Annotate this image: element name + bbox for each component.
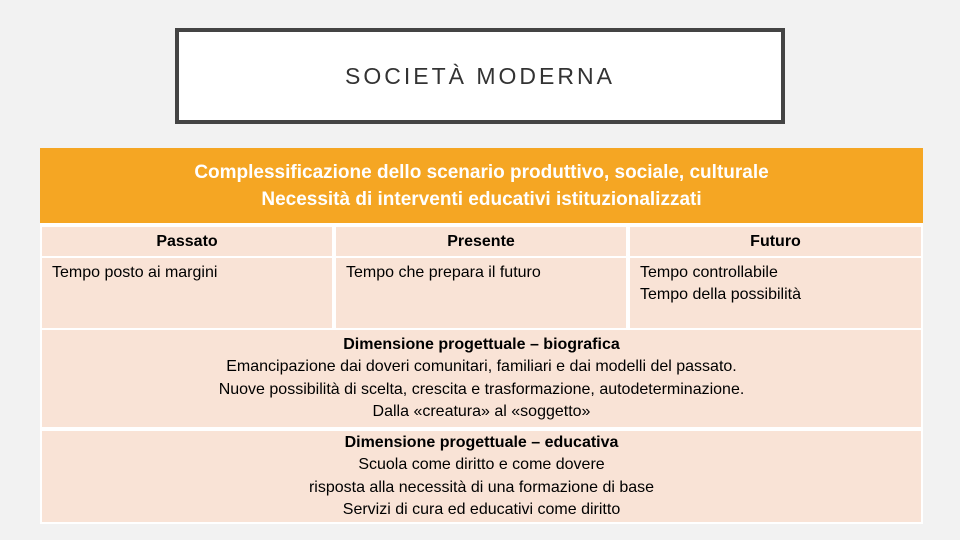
row-dimensione-biografica [42, 330, 921, 427]
row-line: risposta alla necessità di una formazione di base [308, 478, 655, 496]
content-table [40, 148, 923, 524]
column-body-futuro [630, 258, 921, 328]
row-line: Nuove possibilità di scelta, crescita e trasformazione, autodeterminazione. [218, 380, 745, 398]
column-body-passato [42, 258, 332, 328]
cell-text: Tempo posto ai margini [52, 264, 218, 281]
column-heading-passato [42, 227, 332, 256]
slide-title: SOCIETÀ MODERNA [345, 62, 615, 89]
row-heading: Dimensione progettuale – educativa [344, 433, 619, 451]
column-body-presente [336, 258, 626, 328]
title-box [175, 28, 785, 124]
row-line: Emancipazione dai doveri comunitari, familiari e dai modelli del passato. [226, 358, 737, 375]
column-heading-label: Passato [156, 233, 218, 250]
cell-text: Tempo controllabile [640, 264, 778, 281]
column-heading-futuro [630, 227, 921, 256]
column-heading-presente [336, 227, 626, 256]
row-line: Dalla «creatura» al «soggetto» [372, 403, 591, 420]
row-dimensione-educativa [42, 431, 921, 522]
header-band [40, 148, 923, 223]
row-line: Servizi di cura ed educativi come diritto [342, 501, 621, 518]
cell-text: Tempo della possibilità [640, 286, 801, 303]
column-heading-label: Presente [447, 233, 515, 250]
column-heading-label: Futuro [750, 233, 801, 250]
row-line: Scuola come diritto e come dovere [358, 456, 605, 473]
cell-text: Tempo che prepara il futuro [346, 264, 541, 281]
header-line-1: Complessificazione dello scenario produttivo, sociale, culturale [194, 161, 769, 183]
row-heading: Dimensione progettuale – biografica [343, 335, 620, 353]
header-line-2: Necessità di interventi educativi istituzionalizzati [261, 188, 702, 210]
